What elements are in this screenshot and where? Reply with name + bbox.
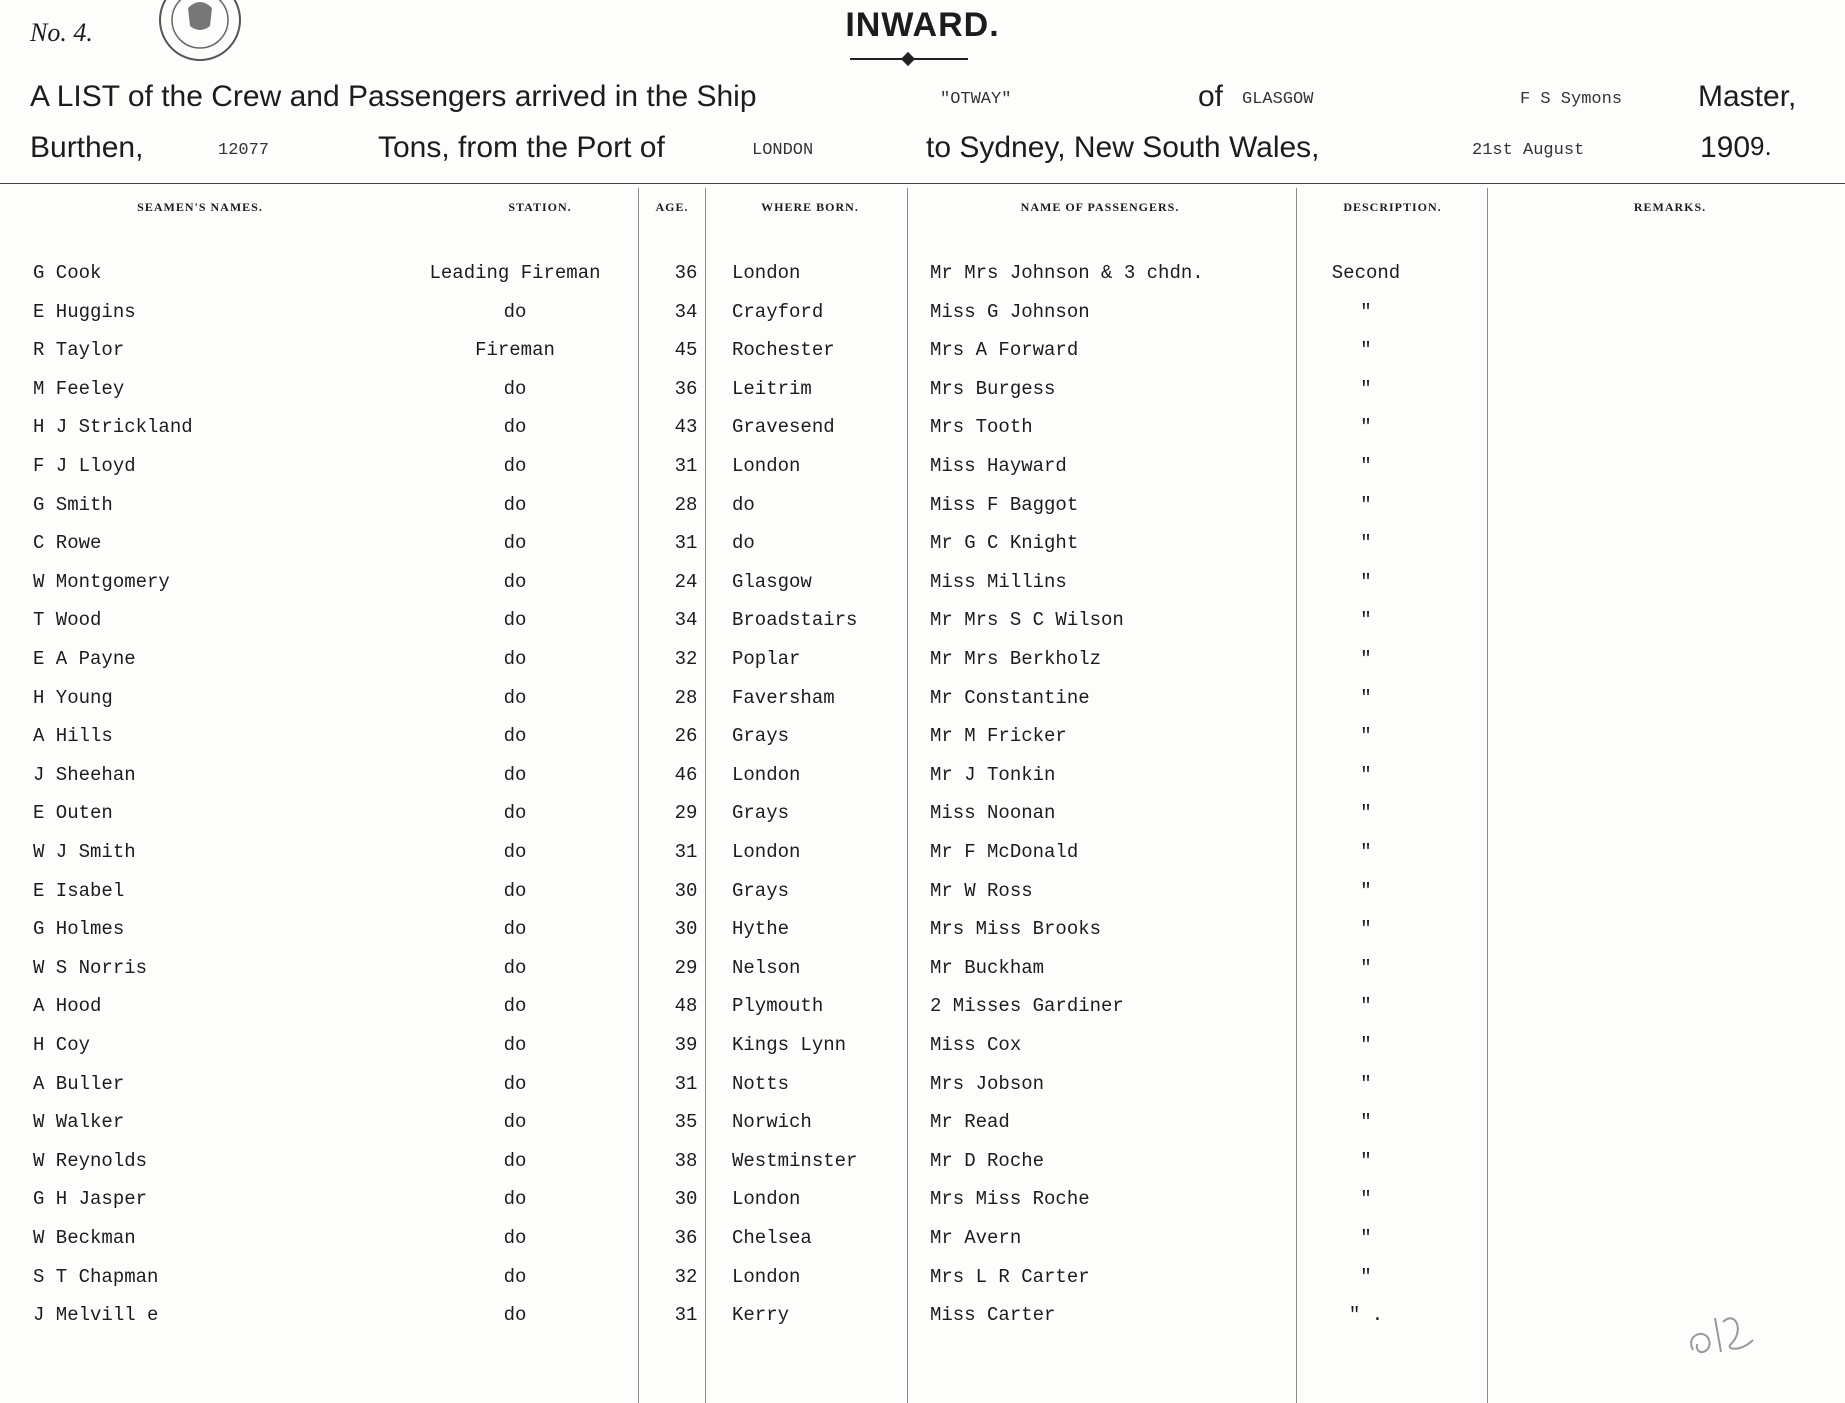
- station: do: [503, 918, 527, 940]
- where-born: Hythe: [732, 918, 790, 940]
- seaman-name: C Rowe: [33, 532, 102, 554]
- seaman-name: W Reynolds: [33, 1150, 148, 1172]
- column-divider: [907, 188, 908, 1403]
- age: 38: [674, 1150, 698, 1172]
- description: ": [1360, 532, 1372, 554]
- column-header-remarks: REMARKS.: [1633, 200, 1707, 214]
- passenger-name: Mr Mrs Berkholz: [930, 648, 1102, 670]
- description: ": [1360, 1073, 1372, 1095]
- seaman-name: G Cook: [33, 262, 102, 284]
- burthen-label: Burthen,: [30, 131, 144, 164]
- table-top-border: [0, 183, 1845, 184]
- where-born: Grays: [732, 802, 790, 824]
- age: 35: [674, 1111, 698, 1133]
- age: 29: [674, 802, 698, 824]
- description: ": [1360, 455, 1372, 477]
- where-born: Kings Lynn: [732, 1034, 847, 1056]
- passenger-name: Mr Constantine: [930, 687, 1090, 709]
- age: 36: [674, 1227, 698, 1249]
- seaman-name: G Holmes: [33, 918, 125, 940]
- station: do: [503, 841, 527, 863]
- passenger-name: Miss Cox: [930, 1034, 1022, 1056]
- seaman-name: H Coy: [33, 1034, 91, 1056]
- passenger-name: Mr D Roche: [930, 1150, 1045, 1172]
- description: ": [1360, 1227, 1372, 1249]
- station: do: [503, 687, 527, 709]
- station: do: [503, 1266, 527, 1288]
- passenger-name: Mr Buckham: [930, 957, 1045, 979]
- where-born: Glasgow: [732, 571, 812, 593]
- age: 28: [674, 494, 698, 516]
- age: 30: [674, 1188, 698, 1210]
- station: Fireman: [475, 339, 555, 361]
- description: ": [1360, 648, 1372, 670]
- passenger-name: Miss F Baggot: [930, 494, 1079, 516]
- description: ": [1360, 957, 1372, 979]
- station: do: [503, 764, 527, 786]
- age: 30: [674, 918, 698, 940]
- station: do: [503, 802, 527, 824]
- passenger-name: Mr Avern: [930, 1227, 1022, 1249]
- where-born: Notts: [732, 1073, 790, 1095]
- passenger-name: Mrs Miss Brooks: [930, 918, 1102, 940]
- description: ": [1360, 571, 1372, 593]
- description: " .: [1348, 1304, 1384, 1326]
- handwritten-initials-icon: [1675, 1300, 1765, 1370]
- column-divider: [1296, 188, 1297, 1403]
- where-born: Broadstairs: [732, 609, 858, 631]
- document-title: INWARD.: [845, 6, 1000, 44]
- station: do: [503, 532, 527, 554]
- where-born: Grays: [732, 725, 790, 747]
- seaman-name: W J Smith: [33, 841, 136, 863]
- station: do: [503, 995, 527, 1017]
- passenger-name: Mrs Tooth: [930, 416, 1033, 438]
- ship-name: "OTWAY": [940, 90, 1012, 109]
- where-born: Rochester: [732, 339, 835, 361]
- where-born: do: [732, 532, 755, 554]
- tonnage: 12077: [218, 141, 270, 160]
- age: 36: [674, 378, 698, 400]
- age: 48: [674, 995, 698, 1017]
- passenger-name: Mrs Jobson: [930, 1073, 1045, 1095]
- passenger-name: 2 Misses Gardiner: [930, 995, 1124, 1017]
- where-born: Faversham: [732, 687, 835, 709]
- column-header-age: AGE.: [655, 200, 689, 214]
- form-number: No. 4.: [30, 18, 93, 47]
- description: ": [1360, 918, 1372, 940]
- seaman-name: J Sheehan: [33, 764, 136, 786]
- seaman-name: E Outen: [33, 802, 113, 824]
- seaman-name: E Huggins: [33, 301, 136, 323]
- seaman-name: R Taylor: [33, 339, 125, 361]
- station: do: [503, 1034, 527, 1056]
- seaman-name: W Montgomery: [33, 571, 170, 593]
- description: ": [1360, 339, 1372, 361]
- station: Leading Fireman: [429, 262, 601, 284]
- station: do: [503, 725, 527, 747]
- description: ": [1360, 802, 1372, 824]
- age: 34: [674, 301, 698, 323]
- passenger-name: Mr Mrs S C Wilson: [930, 609, 1124, 631]
- description: ": [1360, 609, 1372, 631]
- age: 28: [674, 687, 698, 709]
- arrival-date: 21st August: [1472, 141, 1585, 160]
- seaman-name: S T Chapman: [33, 1266, 159, 1288]
- station: do: [503, 609, 527, 631]
- where-born: London: [732, 455, 801, 477]
- age: 31: [674, 532, 698, 554]
- destination-label: to Sydney, New South Wales,: [926, 131, 1320, 164]
- description: ": [1360, 1034, 1372, 1056]
- age: 31: [674, 1073, 698, 1095]
- title-ornament: [901, 52, 915, 66]
- year-typed: 9.: [1750, 131, 1772, 161]
- year-printed: 190: [1700, 131, 1751, 164]
- port-of-registry: GLASGOW: [1242, 90, 1314, 109]
- station: do: [503, 378, 527, 400]
- description: ": [1360, 1188, 1372, 1210]
- column-divider: [1487, 188, 1488, 1403]
- description: ": [1360, 416, 1372, 438]
- where-born: Kerry: [732, 1304, 790, 1326]
- passenger-name: Mr J Tonkin: [930, 764, 1056, 786]
- seaman-name: T Wood: [33, 609, 102, 631]
- description: ": [1360, 1111, 1372, 1133]
- seaman-name: A Hills: [33, 725, 113, 747]
- passenger-name: Miss Carter: [930, 1304, 1056, 1326]
- age: 26: [674, 725, 698, 747]
- age: 31: [674, 1304, 698, 1326]
- column-divider: [638, 188, 639, 1403]
- from-port-label: Tons, from the Port of: [378, 131, 665, 164]
- passenger-name: Mr M Fricker: [930, 725, 1067, 747]
- seaman-name: W Walker: [33, 1111, 125, 1133]
- seaman-name: A Hood: [33, 995, 102, 1017]
- seaman-name: E Isabel: [33, 880, 125, 902]
- seaman-name: H Young: [33, 687, 113, 709]
- column-header-seamen-names: SEAMEN'S NAMES.: [137, 200, 263, 214]
- seaman-name: W S Norris: [33, 957, 148, 979]
- seaman-name: E A Payne: [33, 648, 136, 670]
- seaman-name: G Smith: [33, 494, 113, 516]
- master-name: F S Symons: [1520, 90, 1623, 109]
- column-header-station: STATION.: [508, 200, 572, 214]
- station: do: [503, 455, 527, 477]
- passenger-name: Mr Read: [930, 1111, 1010, 1133]
- master-label: Master,: [1698, 80, 1797, 113]
- description: ": [1360, 841, 1372, 863]
- passenger-name: Miss Noonan: [930, 802, 1056, 824]
- where-born: Plymouth: [732, 995, 824, 1017]
- description: ": [1360, 301, 1372, 323]
- age: 31: [674, 841, 698, 863]
- description: ": [1360, 494, 1372, 516]
- passenger-name: Mr W Ross: [930, 880, 1033, 902]
- where-born: London: [732, 841, 801, 863]
- column-divider: [705, 188, 706, 1403]
- passenger-name: Mrs Burgess: [930, 378, 1056, 400]
- age: 36: [674, 262, 698, 284]
- column-header-passengers: NAME OF PASSENGERS.: [1020, 200, 1180, 214]
- station: do: [503, 1227, 527, 1249]
- passenger-name: Mr Mrs Johnson & 3 chdn.: [930, 262, 1204, 284]
- passenger-name: Miss Millins: [930, 571, 1067, 593]
- station: do: [503, 957, 527, 979]
- age: 32: [674, 648, 698, 670]
- where-born: Gravesend: [732, 416, 835, 438]
- station: do: [503, 880, 527, 902]
- description: ": [1360, 378, 1372, 400]
- from-port: LONDON: [752, 141, 814, 160]
- age: 43: [674, 416, 698, 438]
- station: do: [503, 648, 527, 670]
- station: do: [503, 301, 527, 323]
- passenger-name: Miss G Johnson: [930, 301, 1090, 323]
- seaman-name: A Buller: [33, 1073, 125, 1095]
- description: ": [1360, 725, 1372, 747]
- seaman-name: H J Strickland: [33, 416, 193, 438]
- seaman-name: J Melvill e: [33, 1304, 159, 1326]
- passenger-name: Mrs Miss Roche: [930, 1188, 1090, 1210]
- seaman-name: M Feeley: [33, 378, 125, 400]
- age: 32: [674, 1266, 698, 1288]
- station: do: [503, 416, 527, 438]
- where-born: Leitrim: [732, 378, 812, 400]
- seaman-name: F J Lloyd: [33, 455, 136, 477]
- station: do: [503, 1073, 527, 1095]
- seaman-name: G H Jasper: [33, 1188, 148, 1210]
- where-born: Grays: [732, 880, 790, 902]
- description: ": [1360, 764, 1372, 786]
- passenger-name: Miss Hayward: [930, 455, 1067, 477]
- station: do: [503, 1304, 527, 1326]
- passenger-name: Mrs A Forward: [930, 339, 1079, 361]
- station: do: [503, 1150, 527, 1172]
- age: 45: [674, 339, 698, 361]
- where-born: London: [732, 262, 801, 284]
- where-born: do: [732, 494, 755, 516]
- where-born: London: [732, 764, 801, 786]
- description: ": [1360, 995, 1372, 1017]
- station: do: [503, 571, 527, 593]
- list-heading: A LIST of the Crew and Passengers arrived in the Ship: [30, 80, 757, 113]
- of-label: of: [1198, 80, 1224, 113]
- age: 31: [674, 455, 698, 477]
- station: do: [503, 1188, 527, 1210]
- column-header-description: DESCRIPTION.: [1343, 200, 1442, 214]
- where-born: Crayford: [732, 301, 824, 323]
- passenger-name: Mr G C Knight: [930, 532, 1079, 554]
- description: Second: [1331, 262, 1401, 284]
- description: ": [1360, 687, 1372, 709]
- description: ": [1360, 880, 1372, 902]
- age: 30: [674, 880, 698, 902]
- station: do: [503, 494, 527, 516]
- passenger-name: Mrs L R Carter: [930, 1266, 1090, 1288]
- where-born: Norwich: [732, 1111, 812, 1133]
- station: do: [503, 1111, 527, 1133]
- seaman-name: W Beckman: [33, 1227, 136, 1249]
- description: ": [1360, 1266, 1372, 1288]
- age: 24: [674, 571, 698, 593]
- where-born: Westminster: [732, 1150, 858, 1172]
- description: ": [1360, 1150, 1372, 1172]
- age: 39: [674, 1034, 698, 1056]
- column-header-where-born: WHERE BORN.: [761, 200, 859, 214]
- where-born: London: [732, 1188, 801, 1210]
- age: 29: [674, 957, 698, 979]
- passenger-name: Mr F McDonald: [930, 841, 1079, 863]
- age: 46: [674, 764, 698, 786]
- age: 34: [674, 609, 698, 631]
- where-born: Chelsea: [732, 1227, 812, 1249]
- where-born: London: [732, 1266, 801, 1288]
- where-born: Poplar: [732, 648, 801, 670]
- where-born: Nelson: [732, 957, 801, 979]
